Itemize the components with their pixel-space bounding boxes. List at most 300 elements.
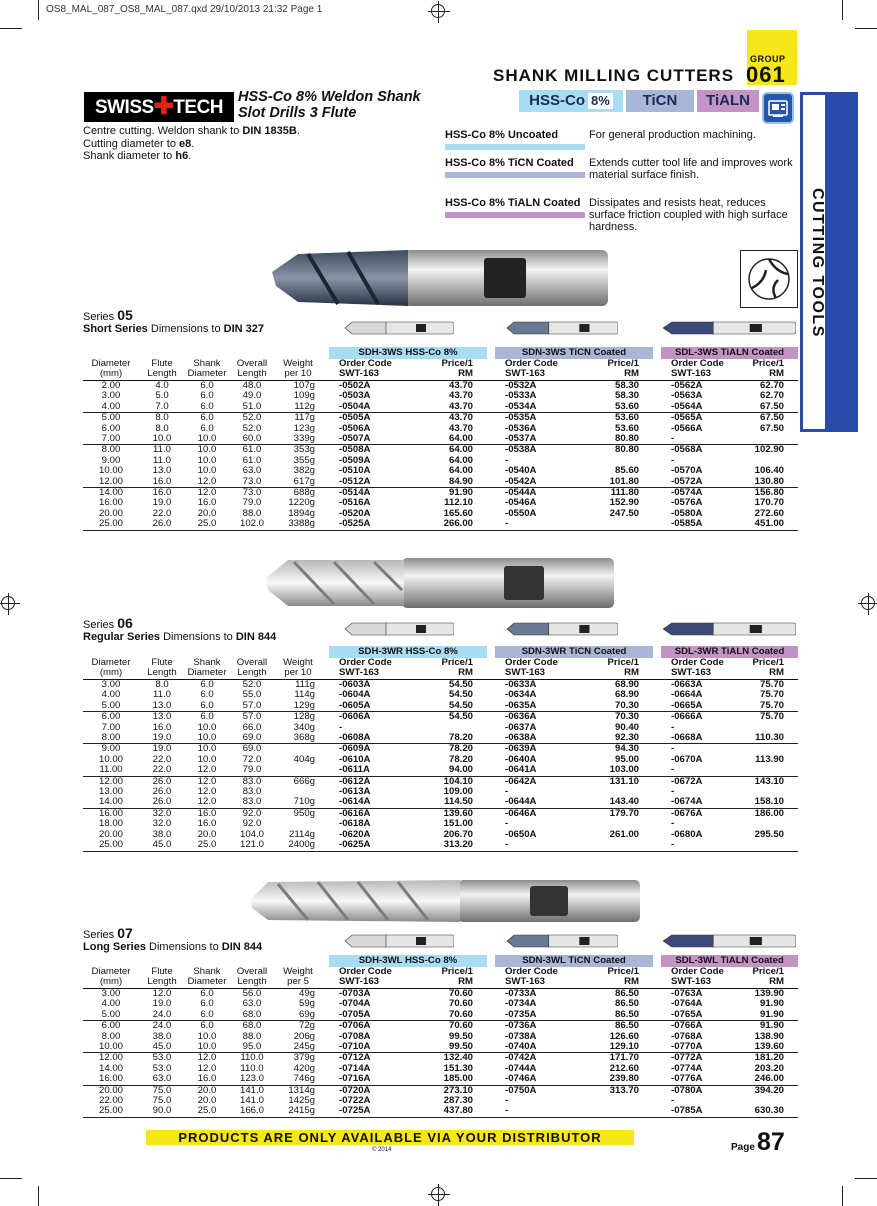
col-header-weight-line1: Weight <box>283 358 313 369</box>
cell-price-tialn: 75.70 <box>733 701 798 712</box>
cell-weight: 206g <box>293 1030 315 1042</box>
table-row <box>83 733 798 744</box>
cell-shank-diameter: 10.0 <box>185 733 229 744</box>
cell-shank-diameter: 12.0 <box>197 786 217 798</box>
col-header-price-line2: RM <box>769 976 784 987</box>
cell-shank-diameter: 10.0 <box>185 1042 229 1053</box>
cell-price-hss: 54.50 <box>448 679 473 690</box>
coating-name: HSS-Co 8% Uncoated <box>445 129 559 141</box>
page-label: Page <box>731 1142 755 1153</box>
table-row <box>83 1021 798 1032</box>
cell-flute-length: 8.0 <box>155 412 169 424</box>
cell-price-hss: 165.60 <box>443 507 473 519</box>
col-header-flute-line2: Length <box>147 368 177 379</box>
cell-price-hss: 114.50 <box>401 797 487 808</box>
cell-shank-diameter: 6.0 <box>200 412 214 424</box>
cell-overall-length: 48.0 <box>242 380 262 391</box>
cell-shank-diameter: 6.0 <box>200 689 214 701</box>
cell-price-tialn: 62.70 <box>759 390 784 402</box>
cell-shank-diameter: 10.0 <box>197 753 217 765</box>
cell-order-code-ticn: -0546A <box>505 497 537 509</box>
cell-price-ticn: 143.40 <box>567 797 653 808</box>
cell-order-code-tialn: -0570A <box>671 465 703 477</box>
cell-order-code-hss: -0703A <box>339 988 371 999</box>
cell-flute-length: 22.0 <box>152 507 172 519</box>
table-row <box>83 755 798 765</box>
cell-diameter: 25.00 <box>83 519 139 530</box>
col-header-order-code-line1: Order Code <box>671 966 724 977</box>
cell-price-ticn: 313.70 <box>609 1084 639 1096</box>
cell-order-code-tialn: -0665A <box>661 701 733 712</box>
cell-order-code-hss: -0516A <box>339 497 371 509</box>
series-word: Series <box>83 311 115 323</box>
col-header-order-code <box>495 359 567 381</box>
col-header-flute-line2: Length <box>147 667 177 678</box>
coating-color-bar <box>445 212 585 218</box>
table-row <box>83 519 798 530</box>
cell-diameter: 10.00 <box>98 753 123 765</box>
cell-flute-length: 13.0 <box>139 701 185 712</box>
cell-diameter: 13.00 <box>98 786 123 798</box>
cell-flute-length: 26.0 <box>152 786 172 798</box>
cell-price-tialn: 75.70 <box>759 689 784 701</box>
cell-shank-diameter: 12.0 <box>185 797 229 808</box>
col-header-price <box>733 658 798 680</box>
cell-flute-length: 53.0 <box>152 1052 172 1064</box>
cell-order-code-tialn: -0664A <box>671 689 703 701</box>
col-header-order-code-line2: SWT-163 <box>671 976 711 987</box>
cell-weight: 123g <box>293 422 315 434</box>
cell-order-code-tialn: - <box>661 434 733 445</box>
cell-price-hss: 70.60 <box>401 1010 487 1021</box>
col-header-weight <box>275 967 321 989</box>
cell-shank-diameter: 6.0 <box>200 998 214 1010</box>
cell-flute-length: 13.0 <box>152 711 172 723</box>
cell-weight: 355g <box>293 454 315 466</box>
cell-order-code-tialn: -0563A <box>671 390 703 402</box>
series-heading <box>83 617 276 643</box>
col-group-header-tialn: SDL-3WR TiALN Coated <box>661 646 798 658</box>
cell-order-code-hss: -0611A <box>329 765 401 776</box>
cell-shank-diameter: 25.0 <box>185 1106 229 1117</box>
intro-text <box>83 125 300 163</box>
mini-cutter-image <box>506 933 618 949</box>
col-header-order-code-line1: Order Code <box>671 358 724 369</box>
col-header-price-line1: Price/1 <box>752 966 784 977</box>
col-header-price-line1: Price/1 <box>607 657 639 668</box>
cell-shank-diameter: 12.0 <box>197 487 217 499</box>
table-row <box>83 413 798 424</box>
registration-mark <box>861 596 875 610</box>
cell-overall-length: 60.0 <box>229 434 275 445</box>
cell-price-ticn: 239.80 <box>567 1074 653 1085</box>
cell-diameter: 10.00 <box>98 465 123 477</box>
cell-price-hss: 273.10 <box>443 1084 473 1096</box>
col-header-weight <box>275 658 321 680</box>
cell-price-ticn: 58.30 <box>614 380 639 391</box>
cell-shank-diameter: 12.0 <box>197 1052 217 1064</box>
cell-price-hss: 70.60 <box>448 988 473 999</box>
col-header-diameter-line2: (mm) <box>99 667 123 678</box>
cell-shank-diameter: 6.0 <box>200 422 214 434</box>
cell-price-ticn: 80.80 <box>614 444 639 456</box>
cell-order-code-ticn: -0735A <box>495 1010 567 1021</box>
footer-banner: PRODUCTS ARE ONLY AVAILABLE VIA YOUR DISTRIBUTOR <box>146 1130 634 1145</box>
cell-price-ticn: 68.90 <box>614 689 639 701</box>
cell-order-code-tialn: - <box>671 743 675 755</box>
cell-price-hss: 43.70 <box>448 380 473 391</box>
cell-price-tialn: 394.20 <box>754 1084 784 1096</box>
product-title <box>238 89 421 121</box>
cell-order-code-hss: -0606A <box>339 711 371 723</box>
col-header-order-code <box>661 967 733 989</box>
cell-weight: 382g <box>293 465 315 477</box>
cell-order-code-hss: -0514A <box>339 487 371 499</box>
cell-order-code-ticn: -0641A <box>495 765 567 776</box>
cell-order-code-tialn: -0668A <box>661 733 733 744</box>
cell-shank-diameter: 16.0 <box>185 1074 229 1085</box>
cell-order-code-ticn: -0750A <box>505 1084 537 1096</box>
col-header-overall-line2: Length <box>237 368 267 379</box>
cell-overall-length: 110.0 <box>240 1052 264 1064</box>
cell-order-code-tialn: - <box>661 765 733 776</box>
col-header-shank-line1: Shank <box>193 966 221 977</box>
cell-flute-length: 45.0 <box>139 840 185 851</box>
cell-order-code-hss: -0722A <box>339 1095 371 1107</box>
col-header-order-code-line1: Order Code <box>505 358 558 369</box>
series-number: 05 <box>117 307 133 323</box>
cell-diameter: 16.00 <box>83 1074 139 1085</box>
cell-weight: 114g <box>294 689 315 701</box>
cell-price-ticn: 171.70 <box>609 1052 639 1064</box>
cell-flute-length: 16.0 <box>152 487 172 499</box>
cell-price-ticn: 85.60 <box>614 465 639 477</box>
cell-shank-diameter: 20.0 <box>197 1084 217 1096</box>
cell-weight: 368g <box>275 733 321 744</box>
cell-diameter: 9.00 <box>101 454 121 466</box>
cell-overall-length: 79.0 <box>242 497 262 509</box>
col-header-overall-line1: Overall <box>236 657 268 668</box>
cell-order-code-tialn: -0676A <box>671 807 703 819</box>
cutter-image-long <box>248 876 642 926</box>
cell-price-tialn: 156.80 <box>754 487 784 499</box>
cell-diameter: 12.00 <box>98 775 123 787</box>
group-label: GROUP <box>750 54 786 64</box>
cell-diameter: 12.00 <box>98 1052 123 1064</box>
cell-order-code-hss: -0613A <box>339 786 371 798</box>
cell-flute-length: 90.0 <box>139 1106 185 1117</box>
cell-weight: 72g <box>298 1020 315 1032</box>
cell-order-code-hss: -0608A <box>329 733 401 744</box>
col-header-diameter-line1: Diameter <box>91 358 131 369</box>
col-header-price-line1: Price/1 <box>441 657 473 668</box>
cell-order-code-tialn: - <box>671 1095 675 1107</box>
col-header-weight-unit: per 10 <box>284 667 312 678</box>
cell-diameter: 14.00 <box>98 487 123 499</box>
cell-weight: 129g <box>275 701 321 712</box>
cell-order-code-hss: -0510A <box>339 465 371 477</box>
cell-order-code-tialn: -0576A <box>671 497 703 509</box>
col-header-order-code <box>661 658 733 680</box>
cell-shank-diameter: 6.0 <box>200 711 214 723</box>
crop-mark <box>0 1178 22 1179</box>
cell-flute-length: 32.0 <box>152 807 172 819</box>
cell-price-ticn: 58.30 <box>614 390 639 402</box>
cell-weight: 1425g <box>288 1095 315 1107</box>
col-header-flute-line1: Flute <box>151 358 173 369</box>
cell-order-code-tialn: - <box>671 721 675 733</box>
copyright: © 2014 <box>372 1147 392 1153</box>
cell-order-code-ticn: -0733A <box>505 988 537 999</box>
cell-order-code-hss: -0506A <box>339 422 371 434</box>
series-word: Series <box>83 619 115 631</box>
cell-price-tialn: 106.40 <box>754 465 784 477</box>
cell-overall-length: 57.0 <box>242 711 262 723</box>
cell-price-ticn: 92.30 <box>567 733 653 744</box>
cell-price-hss: 78.20 <box>448 753 473 765</box>
cell-order-code-ticn: -0740A <box>495 1042 567 1053</box>
cell-price-hss: 78.20 <box>401 733 487 744</box>
coating-name: HSS-Co 8% TiALN Coated <box>445 197 581 209</box>
cell-shank-diameter: 6.0 <box>185 1010 229 1021</box>
cell-overall-length: 69.0 <box>229 733 275 744</box>
cell-order-code-hss: -0609A <box>339 743 371 755</box>
col-header-price-line1: Price/1 <box>441 358 473 369</box>
cell-order-code-ticn: - <box>505 454 509 466</box>
cell-diameter: 6.00 <box>101 711 121 723</box>
col-header-diameter-line2: (mm) <box>99 976 123 987</box>
cell-price-hss: 437.80 <box>401 1106 487 1117</box>
cell-overall-length: 69.0 <box>242 743 262 755</box>
cell-flute-length: 7.0 <box>139 402 185 413</box>
cell-order-code-ticn: -0542A <box>495 477 567 488</box>
cell-price-tialn: 91.90 <box>759 1020 784 1032</box>
cell-order-code-ticn: -0633A <box>505 679 537 690</box>
cell-order-code-ticn: -0537A <box>495 434 567 445</box>
cell-order-code-hss: -0625A <box>329 840 401 851</box>
col-header-shank-line1: Shank <box>193 358 221 369</box>
cell-order-code-ticn: -0738A <box>505 1030 537 1042</box>
col-header-diameter <box>83 967 139 989</box>
col-header-price-line2: RM <box>769 368 784 379</box>
cell-weight: 109g <box>293 390 315 402</box>
cell-price-ticn <box>567 1106 653 1117</box>
cell-price-ticn: 94.30 <box>614 743 639 755</box>
cell-overall-length: 55.0 <box>242 689 262 701</box>
cell-order-code-tialn: -0564A <box>661 402 733 413</box>
cell-order-code-hss: -0502A <box>339 380 371 391</box>
col-header-price <box>733 359 798 381</box>
col-header-price-line1: Price/1 <box>607 358 639 369</box>
col-header-order-code-line1: Order Code <box>339 657 392 668</box>
cell-overall-length: 63.0 <box>242 998 262 1010</box>
badge-tialn: TiALN <box>697 90 759 112</box>
cell-overall-length: 57.0 <box>229 701 275 712</box>
table-row <box>83 830 798 840</box>
cell-order-code-tialn: - <box>671 454 675 466</box>
series-din: DIN 327 <box>223 323 264 335</box>
cell-flute-length: 26.0 <box>139 797 185 808</box>
cell-price-tialn: 138.90 <box>754 1030 784 1042</box>
cell-order-code-tialn: -0670A <box>671 753 703 765</box>
cell-order-code-tialn: -0764A <box>671 998 703 1010</box>
cell-price-ticn: 53.60 <box>567 402 653 413</box>
series-name: Regular Series <box>83 631 161 643</box>
cell-order-code-tialn: -0776A <box>661 1074 733 1085</box>
cell-flute-length: 63.0 <box>139 1074 185 1085</box>
side-tab-label: CUTTING TOOLS <box>809 188 826 338</box>
cell-price-ticn: 53.60 <box>614 422 639 434</box>
cell-order-code-ticn: - <box>495 840 567 851</box>
cell-order-code-ticn: -0540A <box>505 465 537 477</box>
cell-diameter: 5.00 <box>83 701 139 712</box>
col-header-order-code-line2: SWT-163 <box>339 976 379 987</box>
col-header-diameter-line1: Diameter <box>91 966 131 977</box>
cell-order-code-ticn: - <box>505 1095 509 1107</box>
col-group-header-tialn: SDL-3WL TiALN Coated <box>661 955 798 967</box>
cell-price-ticn <box>567 456 653 466</box>
cell-order-code-hss: -0512A <box>329 477 401 488</box>
registration-mark <box>431 1187 445 1201</box>
coating-color-bar <box>445 144 585 150</box>
cell-weight: 3388g <box>275 519 321 530</box>
cell-diameter: 8.00 <box>101 444 121 456</box>
cell-flute-length: 8.0 <box>155 679 169 690</box>
cell-overall-length: 72.0 <box>242 753 262 765</box>
cell-overall-length: 88.0 <box>242 1030 262 1042</box>
col-header-order-code-line2: SWT-163 <box>505 976 545 987</box>
cell-diameter: 7.00 <box>83 434 139 445</box>
col-header-price-line2: RM <box>769 667 784 678</box>
cell-price-tialn: 139.90 <box>754 988 784 999</box>
col-header-overall-line2: Length <box>237 667 267 678</box>
cell-price-hss: 313.20 <box>401 840 487 851</box>
series-heading <box>83 927 262 953</box>
crop-mark <box>842 1186 843 1206</box>
product-title-line: HSS-Co 8% Weldon Shank <box>238 89 421 105</box>
cell-price-ticn <box>567 519 653 530</box>
cell-flute-length: 53.0 <box>152 1062 172 1074</box>
cell-price-tialn: 113.90 <box>755 753 784 765</box>
cell-price-hss: 94.00 <box>401 765 487 776</box>
cell-flute-length: 4.0 <box>155 380 169 391</box>
table-row <box>83 445 798 456</box>
cell-flute-length: 75.0 <box>152 1095 172 1107</box>
col-header-flute <box>139 658 185 680</box>
cell-price-ticn: 86.50 <box>614 988 639 999</box>
cell-price-hss: 54.50 <box>448 711 473 723</box>
cell-diameter: 16.00 <box>98 807 123 819</box>
cell-order-code-hss: -0710A <box>329 1042 401 1053</box>
col-header-shank-line2: Diameter <box>187 368 227 379</box>
cell-price-tialn: 67.50 <box>759 422 784 434</box>
cell-price-ticn: 103.00 <box>567 765 653 776</box>
logo-left: SWISS <box>94 97 154 118</box>
cell-overall-length: 88.0 <box>242 507 262 519</box>
cell-order-code-ticn: -0639A <box>505 743 537 755</box>
cell-flute-length: 13.0 <box>152 465 172 477</box>
cell-shank-diameter: 12.0 <box>197 1062 217 1074</box>
cell-shank-diameter: 6.0 <box>200 988 214 999</box>
cell-price-ticn <box>567 840 653 851</box>
cell-overall-length: 66.0 <box>242 721 262 733</box>
cell-order-code-hss: -0618A <box>339 818 371 830</box>
cell-order-code-hss: -0603A <box>339 679 371 690</box>
col-header-weight <box>275 359 321 381</box>
cell-price-tialn: 295.50 <box>754 828 784 840</box>
registration-mark <box>1 596 15 610</box>
col-header-order-code-line2: SWT-163 <box>505 368 545 379</box>
cell-weight: 617g <box>275 477 321 488</box>
cell-weight: 688g <box>293 487 315 499</box>
cell-shank-diameter: 6.0 <box>200 1020 214 1032</box>
cell-diameter: 6.00 <box>101 422 121 434</box>
cell-price-ticn: 261.00 <box>609 828 639 840</box>
cell-order-code-tialn: - <box>661 840 733 851</box>
cell-order-code-tialn: -0680A <box>671 828 703 840</box>
cell-weight <box>275 765 321 776</box>
cell-overall-length: 83.0 <box>229 797 275 808</box>
series-number: 07 <box>117 925 133 941</box>
cell-order-code-hss: - <box>339 721 343 733</box>
page-number: 87 <box>757 1128 785 1156</box>
cell-diameter: 5.00 <box>83 1010 139 1021</box>
cell-order-code-ticn: -0734A <box>505 998 537 1010</box>
cell-order-code-tialn: -0768A <box>671 1030 703 1042</box>
mini-cutter-image <box>344 621 454 637</box>
col-header-order-code-line2: SWT-163 <box>671 667 711 678</box>
cell-diameter: 3.00 <box>101 988 121 999</box>
table-row <box>83 776 798 787</box>
cell-shank-diameter: 12.0 <box>185 765 229 776</box>
cell-order-code-tialn: -0763A <box>671 988 703 999</box>
cell-overall-length: 141.0 <box>239 1095 264 1107</box>
cell-shank-diameter: 10.0 <box>185 434 229 445</box>
cell-overall-length: 83.0 <box>242 786 262 798</box>
cell-price-hss: 78.20 <box>448 743 473 755</box>
cell-price-ticn: 179.70 <box>609 807 639 819</box>
col-header-overall <box>229 967 275 989</box>
cell-price-tialn: 186.00 <box>754 807 784 819</box>
cell-diameter: 11.00 <box>83 765 139 776</box>
cell-overall-length: 92.0 <box>242 807 262 819</box>
col-header-order-code-line2: SWT-163 <box>339 667 379 678</box>
table-row <box>83 797 798 808</box>
cell-order-code-hss: -0525A <box>329 519 401 530</box>
col-header-overall <box>229 658 275 680</box>
col-header-flute-line1: Flute <box>151 657 173 668</box>
cell-overall-length: 123.0 <box>229 1074 275 1085</box>
cell-order-code-hss: -0505A <box>339 412 371 424</box>
cell-overall-length: 104.0 <box>239 828 264 840</box>
cell-order-code-hss: -0614A <box>329 797 401 808</box>
machine-icon <box>762 92 794 124</box>
cell-order-code-hss: -0720A <box>339 1084 371 1096</box>
col-header-price <box>567 359 653 381</box>
cell-price-hss: 139.60 <box>443 807 473 819</box>
table-row <box>83 424 798 434</box>
cell-price-tialn <box>733 840 798 851</box>
cell-price-ticn: 53.60 <box>614 412 639 424</box>
intro-text-bold: e8 <box>179 137 192 150</box>
cell-order-code-tialn: - <box>671 786 675 798</box>
cell-price-hss: 54.50 <box>401 701 487 712</box>
cell-price-ticn: 80.80 <box>567 434 653 445</box>
cell-weight: 128g <box>293 711 315 723</box>
cell-order-code-ticn: -0538A <box>505 444 537 456</box>
cell-overall-length: 61.0 <box>242 454 262 466</box>
cell-weight: 666g <box>293 775 315 787</box>
